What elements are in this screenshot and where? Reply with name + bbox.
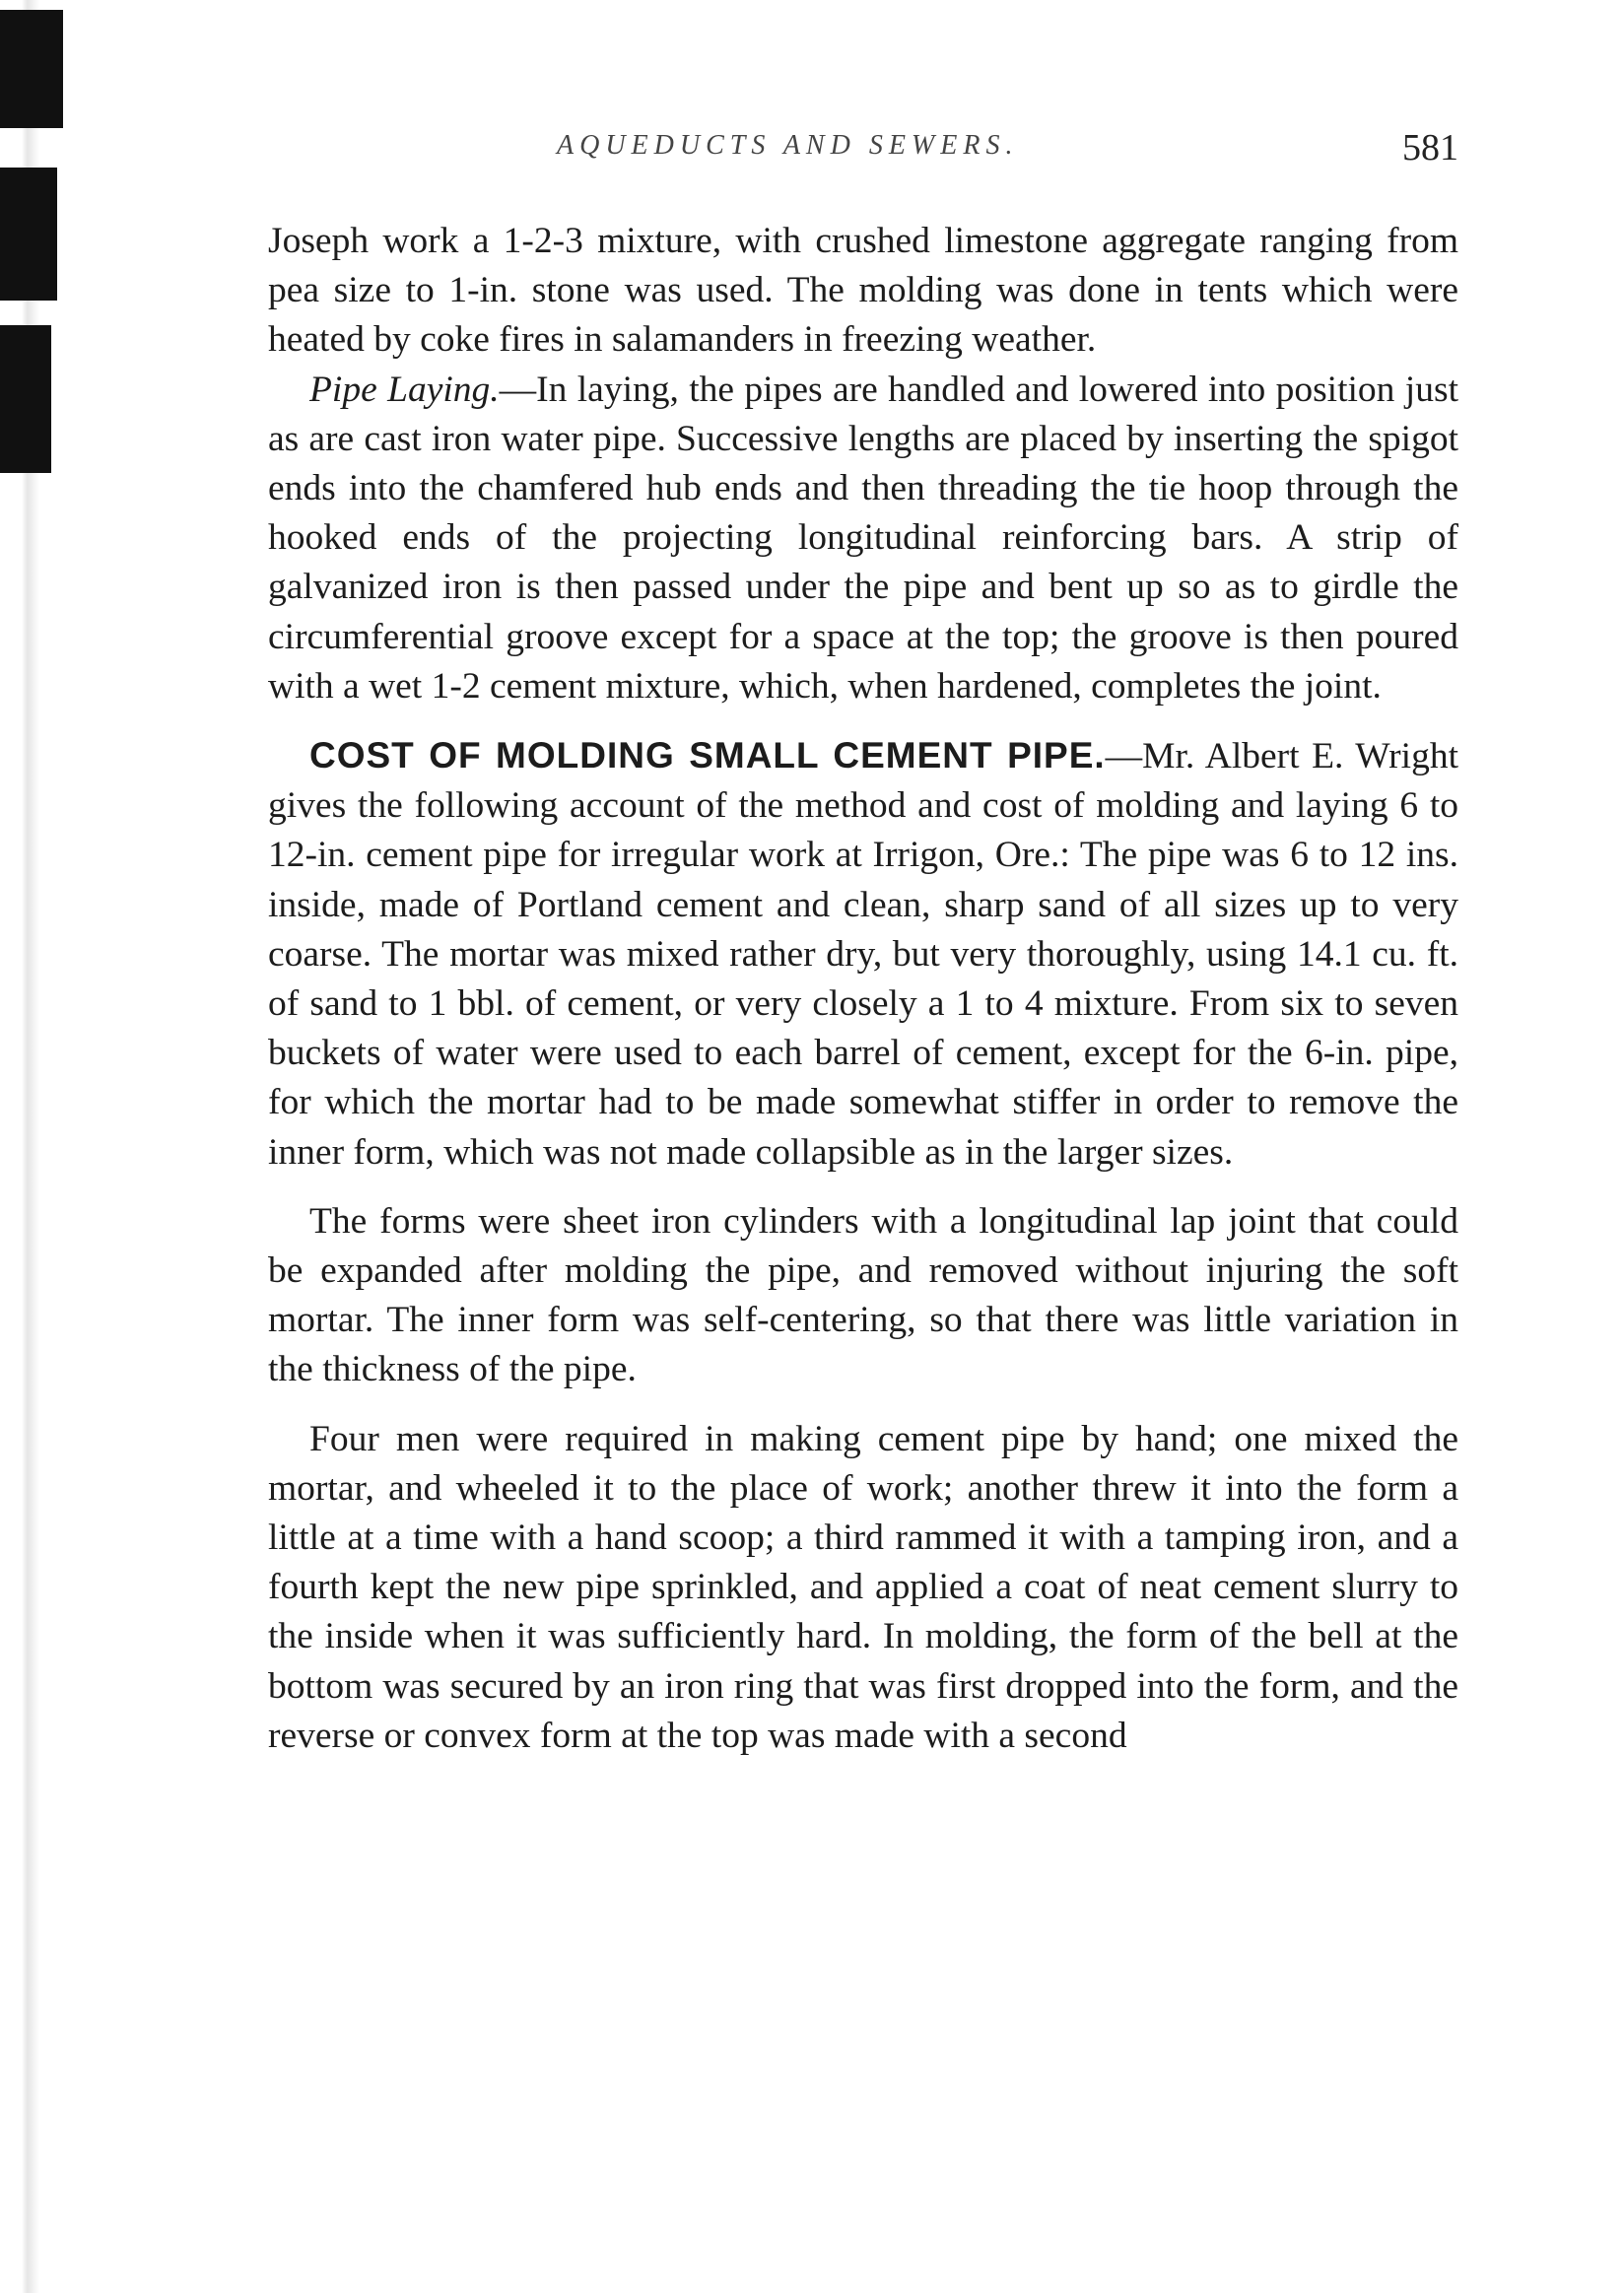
paragraph <box>268 731 1458 1178</box>
scan-binding-shadow <box>0 10 63 128</box>
page-body <box>268 217 1458 1761</box>
paragraph: Four men were required in making cement pipe by hand; one mixed the mortar, and wheeled it to the place of work; another threw it into the form a little at a time with a hand scoop; a third rammed it with a tamping iron, and a fourth kept the new pipe sprinkled, and applied a coat of neat cement slurry to the inside when it was sufficiently hard. In molding, the form of the bell at the bottom was secured by an iron ring that was first dropped into the form, and the reverse or convex form at the top was made with a second <box>268 1418 1458 1756</box>
section-heading: COST OF MOLDING SMALL CEMENT PIPE. <box>309 735 1106 776</box>
paragraph-text: —In laying, the pipes are handled and lowered into position just as are cast iron water pipe. Successive lengths are placed by inserting the spigot ends into the chamfered hub ends and then threading the tie hoop through the hooked ends of the projecting longitudinal reinforcing bars. A strip of galvanized iron is then passed under the pipe and bent up so as to girdle the circumferential groove except for a space at the top; the groove is then poured with a wet 1-2 cement mixture, which, when hardened, completes the joint. <box>268 369 1458 707</box>
run-in-heading: Pipe Laying. <box>309 369 500 410</box>
paragraph <box>268 366 1458 711</box>
scan-binding-shadow <box>0 168 57 301</box>
paragraph: The forms were sheet iron cylinders with a longitudinal lap joint that could be expanded after molding the pipe, and removed without injuring the soft mortar. The inner form was self-centering, so that there was little variation in the thickness of the pipe. <box>268 1200 1458 1390</box>
running-head: AQUEDUCTS AND SEWERS. <box>557 130 1019 161</box>
page-number: 581 <box>1402 127 1458 169</box>
scan-binding-shadow <box>0 325 51 473</box>
page-header <box>266 116 1458 175</box>
paragraph-text: —Mr. Albert E. Wright gives the following account of the method and cost of molding and laying 6 to 12-in. cement pipe for irregular work at Irrigon, Ore.: The pipe was 6 to 12 ins. inside, made of Portland cement and clean, sharp sand of all sizes up to very coarse. The mortar was mixed rather dry, but very thoroughly, using 14.1 cu. ft. of sand to 1 bbl. of cement, or very closely a 1 to 4 mixture. From six to seven buckets of water were used to each barrel of cement, except for the 6-in. pipe, for which the mortar had to be made somewhat stiffer in order to remove the inner form, which was not made collapsible as in the larger sizes. <box>268 736 1458 1173</box>
paragraph: Joseph work a 1-2-3 mixture, with crushed limestone aggregate ranging from pea size to 1-in. stone was used. The molding was done in tents which were heated by coke fires in salamanders in freezing weather. <box>268 221 1458 361</box>
